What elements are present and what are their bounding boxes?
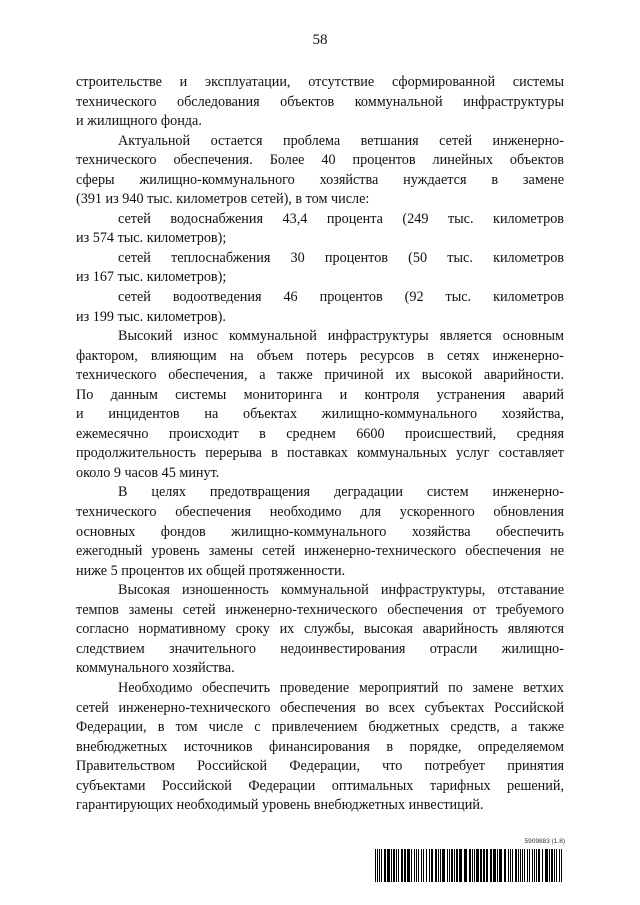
text-line: из 199 тыс. километров).: [76, 308, 226, 325]
footer-barcode-block: [375, 838, 565, 884]
text-line: субъектами Российской Федерации оптимальных тарифных решений,: [76, 777, 564, 794]
text-line: Федерации, в том числе с привлечением бюджетных средств, а также: [76, 719, 564, 736]
text-line: продолжительность перерыва в поставках коммунальных услуг составляет: [76, 445, 564, 462]
text-line: и жилищного фонда.: [76, 113, 202, 130]
text-line: технического обеспечения необходимо для ускоренного обновления: [76, 504, 564, 521]
text-line: (391 из 940 тыс. километров сетей), в том числе:: [76, 191, 370, 208]
text-line: сетей инженерно-технического обеспечения во всех субъектах Российской: [76, 699, 564, 716]
text-line: сетей водоотведения 46 процентов (92 тыс. километров: [118, 289, 564, 306]
text-line: следствием значительного недоинвестирования отрасли жилищно-: [76, 640, 564, 657]
text-line: около 9 часов 45 минут.: [76, 464, 220, 481]
text-line: сетей водоснабжения 43,4 процента (249 тыс. километров: [118, 210, 564, 227]
text-line: Высокая изношенность коммунальной инфраструктуры, отставание: [118, 582, 564, 599]
text-line: темпов замены сетей инженерно-технического обеспечения от требуемого: [76, 601, 564, 618]
text-line: Высокий износ коммунальной инфраструктуры является основным: [118, 328, 564, 345]
text-line: Актуальной остается проблема ветшания сетей инженерно-: [118, 132, 564, 149]
text-line: внебюджетных источников финансирования в порядке, определяемом: [76, 738, 564, 755]
page-number: 58: [312, 32, 328, 48]
document-code: 5909883 (1.8): [524, 838, 565, 845]
document-body-text: [76, 73, 564, 816]
text-line: В целях предотвращения деградации систем инженерно-: [118, 484, 564, 501]
text-line: из 574 тыс. километров);: [76, 230, 227, 247]
text-line: ежемесячно происходит в среднем 6600 происшествий, средняя: [76, 425, 564, 442]
text-line: По данным системы мониторинга и контроля устранения аварий: [76, 386, 564, 403]
text-line: и инцидентов на объектах жилищно-коммунального хозяйства,: [76, 406, 564, 423]
text-line: сетей теплоснабжения 30 процентов (50 тыс. километров: [118, 249, 564, 266]
text-line: технического обследования объектов коммунальной инфраструктуры: [76, 93, 564, 110]
text-line: Необходимо обеспечить проведение мероприятий по замене ветхих: [118, 679, 564, 696]
text-line: Правительством Российской Федерации, что потребует принятия: [76, 758, 564, 775]
text-line: технического обеспечения, а также причиной их высокой аварийности.: [76, 367, 564, 384]
text-line: ниже 5 процентов их общей протяженности.: [76, 562, 346, 579]
barcode-icon: [375, 849, 565, 882]
text-line: фактором, влияющим на объем потерь ресурсов в сетях инженерно-: [76, 347, 564, 364]
text-line: гарантирующих необходимый уровень внебюджетных инвестиций.: [76, 797, 484, 814]
text-line: ежегодный уровень замены сетей инженерно-технического обеспечения не: [76, 543, 564, 560]
text-line: строительстве и эксплуатации, отсутствие сформированной системы: [76, 74, 564, 90]
text-line: основных фондов жилищно-коммунального хозяйства обеспечить: [76, 523, 564, 540]
text-line: технического обеспечения. Более 40 процентов линейных объектов: [76, 152, 564, 169]
text-line: коммунального хозяйства.: [76, 660, 235, 677]
text-line: из 167 тыс. километров);: [76, 269, 227, 286]
text-line: сферы жилищно-коммунального хозяйства нуждается в замене: [76, 171, 564, 188]
text-line: согласно нормативному сроку их службы, высокая аварийность являются: [76, 621, 564, 638]
